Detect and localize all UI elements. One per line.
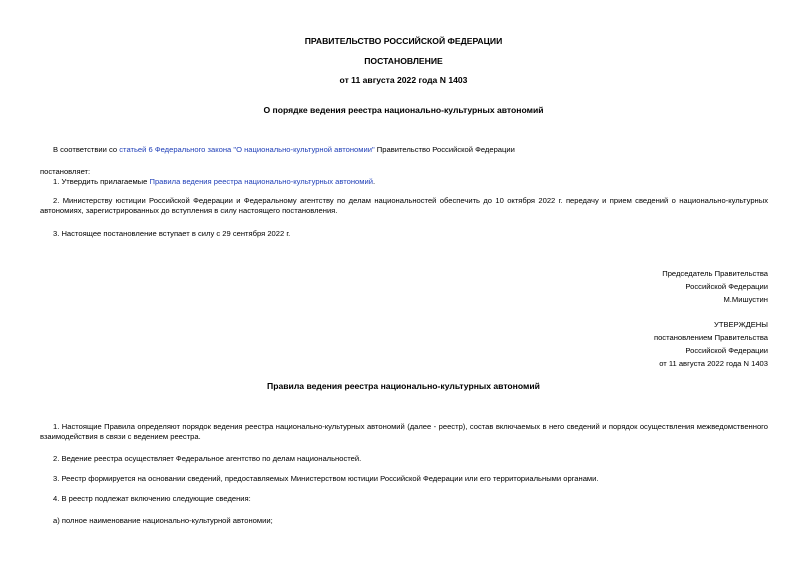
item-1 <box>53 177 375 187</box>
approval-block <box>654 320 768 368</box>
approval-date-number: от 11 августа 2022 года N 1403 <box>659 358 768 368</box>
resolves-text: постановляет: <box>40 167 91 176</box>
signature-block <box>662 269 768 305</box>
item-1-prefix: 1. Утвердить прилагаемые <box>53 177 150 186</box>
document-type-heading: ПОСТАНОВЛЕНИЕ <box>364 56 443 66</box>
rules-paragraph-4: 4. В реестр подлежат включению следующие сведения: <box>53 494 251 503</box>
preamble-paragraph <box>53 145 515 155</box>
rules-paragraph-1: 1. Настоящие Правила определяют порядок ведения реестра национально-культурных автономий (далее - реестр), состав включаемых в него сведений и порядок осуществления межведомственного взаимодействия в связи с ведением реестра. <box>40 422 768 441</box>
federal-law-link[interactable]: статьей 6 Федерального закона "О национально-культурной автономии" <box>119 145 375 154</box>
government-heading: ПРАВИТЕЛЬСТВО РОССИЙСКОЙ ФЕДЕРАЦИИ <box>304 36 503 46</box>
rules-title: Правила ведения реестра национально-культурных автономий <box>267 381 540 391</box>
approval-approved: УТВЕРЖДЕНЫ <box>714 320 768 329</box>
rules-paragraph-2: 2. Ведение реестра осуществляет Федеральное агентство по делам национальностей. <box>53 454 362 463</box>
preamble-prefix: В соответствии со <box>53 145 120 154</box>
document-subject: О порядке ведения реестра национально-культурных автономий <box>263 105 544 115</box>
document-date-number: от 11 августа 2022 года N 1403 <box>339 75 468 85</box>
approval-by-resolution: постановлением Правительства <box>653 332 768 342</box>
signature-country: Российской Федерации <box>685 281 768 291</box>
rules-link[interactable]: Правила ведения реестра национально-культурных автономий <box>149 177 373 186</box>
item-3: 3. Настоящее постановление вступает в силу с 29 сентября 2022 г. <box>53 229 291 238</box>
item-2: 2. Министерству юстиции Российской Федерации и Федеральному агентству по делам национальностей обеспечить до 10 октября 2022 г. передачу и прием сведений о национально-культурных автономиях, зарегистрированных до вступления в силу настоящего постановления. <box>40 196 768 215</box>
rules-paragraph-4a: а) полное наименование национально-культурной автономии; <box>53 516 273 525</box>
signature-position: Председатель Правительства <box>662 269 768 278</box>
item-1-suffix: . <box>372 177 376 186</box>
preamble-suffix: Правительство Российской Федерации <box>374 145 515 154</box>
approval-country: Российской Федерации <box>685 345 768 355</box>
rules-paragraph-3: 3. Реестр формируется на основании сведений, предоставляемых Министерством юстиции Российской Федерации или его территориальными органами. <box>53 474 599 483</box>
signature-name: М.Мишустин <box>723 294 768 304</box>
